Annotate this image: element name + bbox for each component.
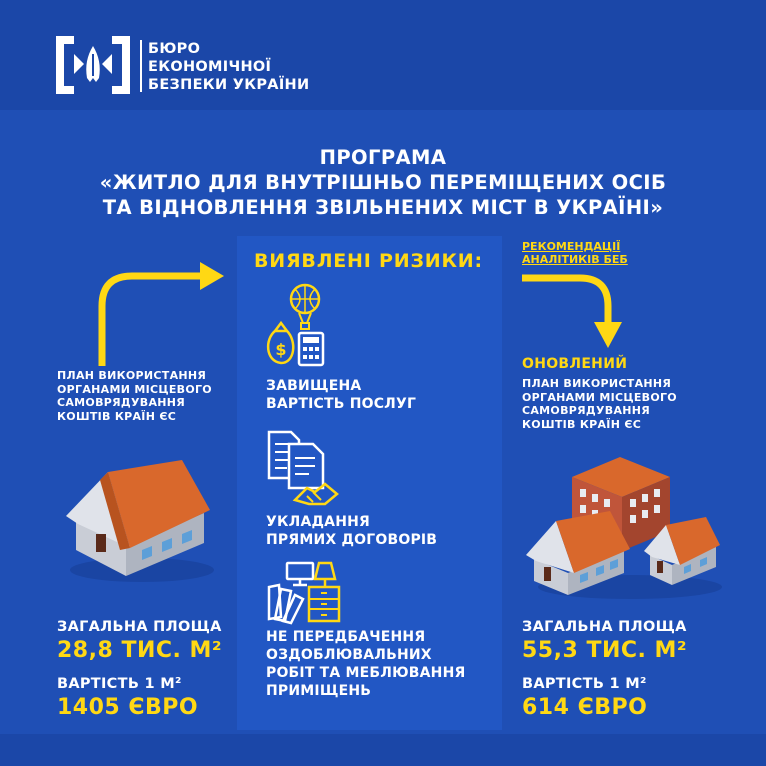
logo-divider xyxy=(140,40,142,92)
risk-heading: ВИЯВЛЕНІ РИЗИКИ: xyxy=(254,250,483,272)
caption-line: ПЛАН ВИКОРИСТАННЯ xyxy=(522,377,672,390)
caption-line: САМОВРЯДУВАННЯ xyxy=(57,396,186,409)
arrow-up-right-icon xyxy=(92,258,227,368)
caption-line: ПЛАН ВИКОРИСТАННЯ xyxy=(57,369,207,382)
risk-line: ОЗДОБЛЮВАЛЬНИХ xyxy=(266,647,432,663)
left-area-value: 28,8 ТИС. М² xyxy=(57,638,223,663)
right-area-value: 55,3 ТИС. М² xyxy=(522,638,688,663)
furniture-swatches-icon xyxy=(265,561,341,623)
arrow-down-icon xyxy=(522,272,627,352)
risk-line: ВАРТІСТЬ ПОСЛУГ xyxy=(266,396,417,412)
left-cost-value: 1405 ЄВРО xyxy=(57,695,199,720)
risk-line: ЗАВИЩЕНА xyxy=(266,378,362,394)
risk-line: НЕ ПЕРЕДБАЧЕННЯ xyxy=(266,629,426,645)
recommend-line: РЕКОМЕНДАЦІЇ xyxy=(522,240,621,253)
risk-line: ПРЯМИХ ДОГОВОРІВ xyxy=(266,532,438,548)
caption-line: КОШТІВ КРАЇН ЄС xyxy=(522,417,642,431)
risk-item-text xyxy=(266,628,465,700)
risk-line: РОБІТ ТА МЕБЛЮВАННЯ xyxy=(266,665,466,681)
risk-line: ПРИМІЩЕНЬ xyxy=(266,683,372,699)
risk-item-text xyxy=(266,377,416,413)
title-line: ТА ВІДНОВЛЕННЯ ЗВІЛЬНЕНИХ МІСТ В УКРАЇНІ» xyxy=(102,196,664,219)
title-line: «ЖИТЛО ДЛЯ ВНУТРІШНЬО ПЕРЕМІЩЕНИХ ОСІБ xyxy=(99,171,667,194)
program-title xyxy=(60,145,706,220)
documents-handshake-icon xyxy=(265,430,341,506)
caption-line: ОРГАНАМИ МІСЦЕВОГО xyxy=(522,390,677,404)
left-plan-caption xyxy=(57,369,212,423)
org-name-line: ЕКОНОМІЧНОЇ xyxy=(148,59,272,75)
analyst-recommendation-note xyxy=(522,241,628,266)
svg-text:$: $ xyxy=(275,340,287,359)
risk-line: УКЛАДАННЯ xyxy=(266,514,371,530)
left-cost-label: ВАРТІСТЬ 1 М² xyxy=(57,676,182,692)
right-area-label: ЗАГАЛЬНА ПЛОЩА xyxy=(522,619,687,635)
caption-line: САМОВРЯДУВАННЯ xyxy=(522,404,651,417)
left-area-label: ЗАГАЛЬНА ПЛОЩА xyxy=(57,619,222,635)
title-line: ПРОГРАМА xyxy=(319,146,447,169)
buildings-group-icon xyxy=(520,455,725,600)
right-cost-value: 614 ЄВРО xyxy=(522,695,648,720)
right-plan-caption xyxy=(522,377,677,431)
org-name-line: БЮРО xyxy=(148,41,201,57)
recommend-line: АНАЛІТИКІВ БЕБ xyxy=(522,252,628,266)
right-cost-label: ВАРТІСТЬ 1 М² xyxy=(522,676,647,692)
risk-item-text xyxy=(266,513,437,549)
caption-line: ОРГАНАМИ МІСЦЕВОГО xyxy=(57,382,212,396)
organization-name xyxy=(148,40,309,94)
updated-label: ОНОВЛЕНИЙ xyxy=(522,356,628,372)
caption-line: КОШТІВ КРАЇН ЄС xyxy=(57,409,177,423)
org-name-line: БЕЗПЕКИ УКРАЇНИ xyxy=(148,77,310,93)
house-icon xyxy=(64,458,214,583)
money-bag-balloon-calculator-icon xyxy=(265,283,333,367)
beb-logo-icon xyxy=(54,34,132,96)
footer-band xyxy=(0,734,766,766)
